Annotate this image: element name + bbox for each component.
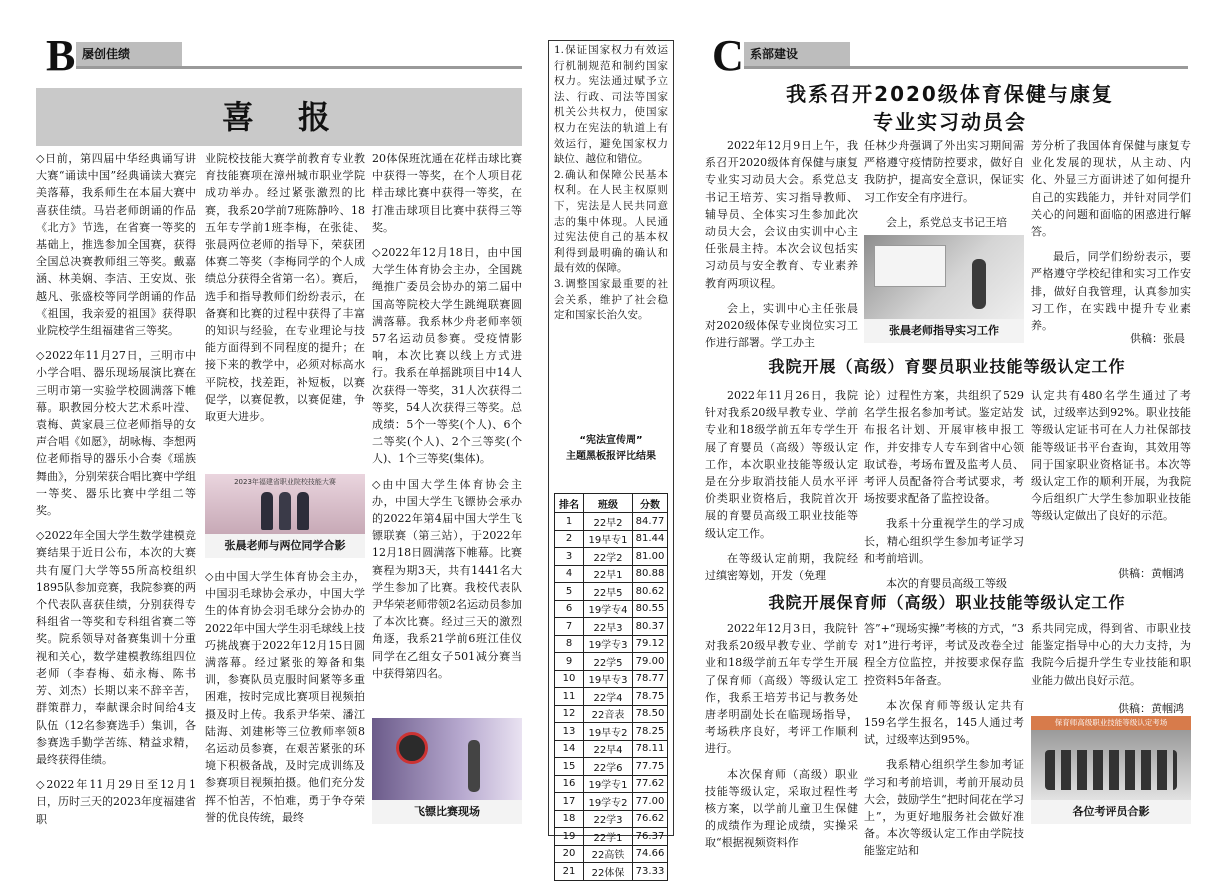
rank-cell: 2 — [555, 530, 584, 548]
constitution-box — [548, 40, 674, 879]
score-cell: 78.50 — [633, 705, 668, 723]
score-cell: 80.55 — [633, 600, 668, 618]
article-paragraph: 本次保育师（高级）职业技能等级认定，采取过程性考核方案，以学前儿童卫生保健的成绩作为理论成绩，实操采取“根据视频资料作 — [705, 767, 858, 850]
section-b-column-1 — [36, 150, 196, 836]
article-3-headline: 我院开展保育师（高级）职业技能等级认定工作 — [768, 593, 1126, 612]
rank-cell: 6 — [555, 600, 584, 618]
exam-room-banner: 保育师高级职业技能等级认定考场 — [1054, 718, 1168, 727]
rank-cell: 21 — [555, 863, 584, 881]
table-row — [555, 565, 668, 583]
rank-cell: 7 — [555, 618, 584, 636]
table-row — [555, 653, 668, 671]
article-paragraph: 会上，实训中心主任张晨对2020级体保专业岗位实习工作进行部署。学工办主 — [705, 301, 858, 350]
score-cell: 78.11 — [633, 740, 668, 758]
table-row — [555, 810, 668, 828]
article-2-column-2 — [864, 387, 1024, 600]
table-row — [555, 845, 668, 863]
person-figure — [261, 492, 273, 530]
score-cell: 77.00 — [633, 793, 668, 811]
photo-caption: 飞镖比赛现场 — [372, 800, 522, 824]
score-cell: 81.44 — [633, 530, 668, 548]
article-3-column-3 — [1031, 620, 1191, 697]
constitution-point: 2.确认和保障公民基本权利。在人民主权原则下，宪法是人民共同意志的集中体现。人民通过宪法使自己的基本权利得到最明确的确认和最有效的保障。 — [554, 168, 668, 275]
rank-cell: 9 — [555, 653, 584, 671]
class-cell: 22音表 — [584, 705, 633, 723]
news-item: ◇2022年11月29日至12月1日，历时三天的2023年度福建省职 — [36, 778, 196, 826]
section-c-letter: C — [712, 31, 744, 80]
darts-image — [372, 718, 522, 800]
score-cell: 79.12 — [633, 635, 668, 653]
news-item: ◇2022年11月27日，三明市中小学合唱、器乐现场展演比赛在三明市第一实验学校圆满落下帷幕。职教园分校大艺术系叶滢、袁梅、黄家晨三位老师指导的女声合唱《如愿》，胡咏梅、李想两位老师指导的器乐小合奏《瑶族舞曲》，分别荣获合唱比赛中学组一等奖、器乐比赛中学组二等奖。 — [36, 349, 196, 518]
score-cell: 77.62 — [633, 775, 668, 793]
score-cell: 81.00 — [633, 548, 668, 566]
person-figure — [279, 492, 291, 530]
article-3-column-2 — [864, 620, 1024, 868]
rank-cell: 11 — [555, 688, 584, 706]
class-cell: 19学专1 — [584, 775, 633, 793]
news-item: ◇由中国大学生体育协会主办，中国大学生飞镖协会承办的2022年第4届中国大学生飞镖联赛（第三站），于2022年12月18日圆满落下帷幕。比赛赛程为期3天，共有1441名大学生参加了比赛。我校代表队尹华荣老师带领2名运动员参加了本次比赛。经过三天的激烈角逐，我系21学前6班江佳仪同学在乙组女子501减分赛当中获得第四名。 — [372, 477, 522, 680]
section-b-column-3 — [372, 150, 522, 690]
class-cell: 22体保 — [584, 863, 633, 881]
table-row — [555, 740, 668, 758]
rank-cell: 3 — [555, 548, 584, 566]
darts-photo — [372, 718, 522, 824]
news-item: ◇2022年全国大学生数学建模竞赛结果于近日公布，本次的大赛共有厦门大学等55所高校组织1895队参加竞赛，我院参赛的两个代表队喜获佳绩，分别获得专科组省一等奖和专科组省赛二等奖。院系领导对备赛集训十分重视和关心，数学建模教练组四位老师（李春梅、茹永梅、陈书芳、刘杰）长期以来不辞辛苦，群策群力，奉献课余时间给4支队伍（12名参赛选手）集训，各参赛选手勤学苦练、精益求精，最终获得佳绩。 — [36, 529, 196, 766]
rank-cell: 13 — [555, 723, 584, 741]
dartboard-shape — [396, 732, 428, 764]
section-b-tag: 屡创佳绩 — [76, 42, 182, 66]
rank-cell: 15 — [555, 758, 584, 776]
table-row — [555, 670, 668, 688]
table-title-line-2: 主题黑板报评比结果 — [566, 451, 656, 462]
news-item: 业院校技能大赛学前教育专业教育技能赛项在漳州城市职业学院成功举办。经过紧张激烈的比赛，我系20学前7班陈静吟、18五年专学前1班李梅，在张徒、张晨两位老师的指导下，荣获团体赛二等奖（李梅同学的个人成绩总分获得全省第一名）。赛后，选手和指导教师们纷纷表示，在备赛和比赛的过程中获得了丰富的知识与经验，在专业理论与技能方面得到不同程度的提升；在接下来的教学中，必须对标高水平院校，找差距，补短板，以赛促学，以赛促教，以赛促建，争取更大进步。 — [205, 152, 365, 424]
skills-contest-photo — [205, 474, 365, 558]
article-paragraph: 我系十分重视学生的学习成长，精心组织学生参加考证学习和考前培训。 — [864, 517, 1024, 565]
skills-contest-image — [205, 474, 365, 534]
class-cell: 22早4 — [584, 740, 633, 758]
teacher-figure — [972, 259, 986, 309]
section-b-column-2b — [205, 568, 365, 834]
news-item: 20体保班沈通在花样击球比赛中获得一等奖，在个人项目花样击球比赛中获得一等奖，在打准击球项目比赛中获得三等奖。 — [372, 152, 522, 234]
good-news-title: 喜 报 — [221, 98, 336, 136]
article-paragraph: 2022年11月26日，我院针对我系20级早教专业、学前专业和18级学前五年专学生开展了育婴员（高级）等级认定工作，本次职业技能等级认定是在分步取消技能人员水平评价类职业资格后，我院首次开展的育婴员高级工职业技能等级认定工作。 — [705, 389, 858, 540]
table-row — [555, 513, 668, 531]
table-title-line-1: “宪法宣传周” — [579, 435, 643, 446]
article-2-column-1 — [705, 387, 858, 592]
article-paragraph: 本次保育师等级认定共有159名学生报名，145人通过考试，过级率达到95%。 — [864, 698, 1024, 747]
score-cell: 80.62 — [633, 583, 668, 601]
table-row — [555, 705, 668, 723]
article-paragraph: 在等级认定前期，我院经过缜密筹划，开发（免理 — [705, 551, 858, 583]
score-cell: 76.37 — [633, 828, 668, 846]
article-1-headline-line-1: 我系召开2020级体育保健与康复 — [786, 82, 1114, 106]
class-cell: 22早1 — [584, 565, 633, 583]
class-cell: 22早5 — [584, 583, 633, 601]
header-class: 班级 — [584, 494, 633, 513]
class-cell: 19早专1 — [584, 530, 633, 548]
rank-cell: 17 — [555, 793, 584, 811]
table-row — [555, 548, 668, 566]
article-paragraph: 本次的育婴员高级工等级 — [886, 577, 1007, 591]
rank-cell: 5 — [555, 583, 584, 601]
article-1-column-1 — [705, 137, 858, 359]
article-1-headline — [712, 80, 1188, 136]
rank-cell: 8 — [555, 635, 584, 653]
player-figure — [468, 740, 480, 792]
table-row — [555, 828, 668, 846]
class-cell: 19学专4 — [584, 600, 633, 618]
article-3-column-1 — [705, 620, 858, 860]
table-row — [555, 583, 668, 601]
good-news-banner — [36, 88, 522, 146]
article-paragraph: 会上，系党总支书记王培 — [886, 215, 1007, 229]
class-cell: 22学2 — [584, 548, 633, 566]
news-item: ◇2022年12月18日，由中国大学生体育协会主办，全国跳绳推广委员会协办的第二届中国高等院校大学生跳绳联赛圆满落幕。我系林少舟老师率领57名运动员参赛。受疫情影响，本次比赛以线上方式进行。我系在单摇跳项目中14人次获得一等奖，31人次获得二等奖，54人次获得三等奖。总成绩：5个一等奖(个人)、6个二等奖(个人)、2个三等奖(个人)、1个三等奖(集体)。 — [372, 246, 522, 466]
article-paragraph: 答”+“现场实操”考核的方式，“3对1”进行考评，考试及改卷全过程全方位监控，并按要求保存监控资料5年备查。 — [864, 622, 1024, 687]
score-cell: 80.37 — [633, 618, 668, 636]
class-cell: 22学3 — [584, 810, 633, 828]
section-b-header — [46, 31, 522, 80]
presentation-screen — [874, 245, 946, 287]
constitution-point: 3.调整国家最重要的社会关系，维护了社会稳定和国家长治久安。 — [554, 277, 668, 322]
article-paragraph: 最后，同学们纷纷表示，要严格遵守学校纪律和实习工作安排，做好自我管理，认真参加实习工作，在实践中提升专业素养。 — [1031, 250, 1191, 333]
table-row — [555, 758, 668, 776]
score-cell: 79.00 — [633, 653, 668, 671]
article-paragraph: 论）过程性方案，共组织了529名学生报名参加考试。鉴定站发布报名计划、开展审核申报工作，并安排专人专车到省中心领取试卷，考场布置及监考人员、考评人员配备符合考试要求，考场按要求配备了监控设备。 — [864, 389, 1024, 506]
article-paragraph: 芳分析了我国体育保健与康复专业化发展的现状，从主动、内化、外显三方面讲述了如何提升自己的实践能力，并针对同学们关心的问题和面临的困惑进行解答。 — [1031, 139, 1191, 239]
ranking-table-body — [555, 513, 668, 881]
class-cell: 22早3 — [584, 618, 633, 636]
section-c-tag: 系部建设 — [744, 42, 850, 66]
class-cell: 19学专3 — [584, 635, 633, 653]
section-c-header — [712, 31, 1188, 80]
table-row — [555, 793, 668, 811]
article-paragraph: 认定共有480名学生通过了考试，过级率达到92%。职业技能等级认定证书可在人力社保部技能等级证书平台查询，其效用等同于国家职业资格证书。本次等级认定工作的顺利开展，为我院今后组织广大学生参加职业技能等级认定做出了良好的示范。 — [1031, 389, 1191, 523]
table-row — [555, 863, 668, 881]
score-cell: 77.75 — [633, 758, 668, 776]
person-figure — [297, 492, 309, 530]
table-row — [555, 723, 668, 741]
article-paragraph: 我系精心组织学生参加考证学习和考前培训，考前开展动员大会，鼓励学生“把时间花在学习上”，为更好地服务社会做好准备。本次等级认定工作由学院技能鉴定站和 — [864, 758, 1024, 858]
rank-cell: 20 — [555, 845, 584, 863]
rank-cell: 12 — [555, 705, 584, 723]
news-item: ◇日前，第四届中华经典诵写讲大赛“诵读中国”经典诵读大赛完美落幕，我系师生在本届大赛中喜获佳绩。马岩老师朗诵的作品《北方》节选，在省赛一等奖的基础上，推选参加全国赛，获得全国总决赛教师组三等奖。戴嘉涵、林美娴、李洁、王安岚、张越凡、张盛校等同学朗诵的作品《祖国，我亲爱的祖国》获得职业院校学生组福建省三等奖。 — [36, 152, 196, 338]
section-b-letter: B — [46, 31, 76, 80]
article-2-credit: 供稿：黄帼鸿 — [1118, 567, 1184, 580]
class-cell: 22高铁 — [584, 845, 633, 863]
article-paragraph: 2022年12月3日，我院针对我系20级早教专业、学前专业和18级学前五年专学生开展了保育师（高级）等级认定工作，我系王培芳书记与教务处唐孝明副处长在临现场指导，考场秩序良好，考评工作顺利进行。 — [705, 622, 858, 756]
internship-image — [864, 235, 1024, 319]
constitution-text — [554, 43, 668, 332]
score-cell: 78.25 — [633, 723, 668, 741]
article-2-headline: 我院开展（高级）育婴员职业技能等级认定工作 — [768, 357, 1126, 376]
article-paragraph: 任林少舟强调了外出实习期间需严格遵守疫情防控要求，做好自我防护，提高安全意识，保证实习工作安全有序进行。 — [864, 139, 1024, 204]
header-rank: 排名 — [555, 494, 584, 513]
score-cell: 78.75 — [633, 688, 668, 706]
group-figures — [1045, 750, 1177, 790]
header-score: 分数 — [633, 494, 668, 513]
photo-caption: 张晨老师指导实习工作 — [864, 319, 1024, 343]
class-cell: 22学5 — [584, 653, 633, 671]
article-2-column-3 — [1031, 387, 1191, 533]
class-cell: 22学1 — [584, 828, 633, 846]
score-cell: 76.62 — [633, 810, 668, 828]
section-b-column-2 — [205, 150, 365, 470]
rank-cell: 1 — [555, 513, 584, 531]
section-c-rule — [744, 66, 1188, 69]
rank-cell: 16 — [555, 775, 584, 793]
class-cell: 22早2 — [584, 513, 633, 531]
rank-cell: 14 — [555, 740, 584, 758]
score-cell: 78.77 — [633, 670, 668, 688]
article-1-headline-line-2: 专业实习动员会 — [873, 110, 1027, 134]
class-cell: 22学4 — [584, 688, 633, 706]
ranking-table — [554, 493, 668, 881]
photo-caption: 张晨老师与两位同学合影 — [205, 534, 365, 558]
table-row — [555, 688, 668, 706]
score-cell: 74.66 — [633, 845, 668, 863]
score-cell: 73.33 — [633, 863, 668, 881]
rank-cell: 4 — [555, 565, 584, 583]
score-cell: 80.88 — [633, 565, 668, 583]
examiners-photo — [1031, 716, 1191, 824]
class-cell: 19早专3 — [584, 670, 633, 688]
table-row — [555, 600, 668, 618]
article-1-column-2 — [864, 137, 1024, 239]
examiners-image — [1031, 716, 1191, 800]
news-item: ◇由中国大学生体育协会主办，中国羽毛球协会承办，中国大学生的体育协会羽毛球分会协办的2022年中国大学生羽毛球线上技巧挑战赛于2022年12月15日圆满落幕。经过紧张的筹备和集训，参赛队员克服时间紧等多重困难，按时完成比赛项目视频拍摄及时上传。我系尹华荣、潘江陆海、刘建彬等三位教师率领8名运动员参赛，在艰苦紧张的环境下积极备战，及时完成训练及参赛项目视频拍摄。他们充分发挥不怕苦，不怕难，勇于争夺荣誉的优良传统，最终 — [205, 570, 365, 824]
section-b-rule — [76, 66, 522, 69]
class-cell: 19早专2 — [584, 723, 633, 741]
class-cell: 22学6 — [584, 758, 633, 776]
article-paragraph: 系共同完成，得到省、市职业技能鉴定指导中心的大力支持，为我院今后提升学生专业技能和职业能力做出良好示范。 — [1031, 622, 1191, 687]
article-1-credit: 供稿：张晨 — [1130, 332, 1185, 345]
contest-backdrop-banner: 2023年福建省职业院校技能大赛 — [234, 478, 336, 486]
internship-photo — [864, 235, 1024, 343]
table-title — [549, 433, 673, 465]
photo-caption: 各位考评员合影 — [1031, 800, 1191, 824]
rank-cell: 10 — [555, 670, 584, 688]
table-row — [555, 635, 668, 653]
table-row — [555, 530, 668, 548]
table-row — [555, 618, 668, 636]
table-row — [555, 775, 668, 793]
table-header-row — [555, 494, 668, 513]
rank-cell: 18 — [555, 810, 584, 828]
constitution-point: 1.保证国家权力有效运行机制规范和制约国家权力。宪法通过赋予立法、行政、司法等国家机关公共权力，使国家权力在宪法的轨道上有效运行，避免国家权力缺位、越位和错位。 — [554, 44, 668, 166]
rank-cell: 19 — [555, 828, 584, 846]
article-paragraph: 2022年12月9日上午，我系召开2020级体育保健与康复专业实习动员大会。系党总支书记王培芳、实习指导教师、辅导员、全体实习生参加此次动员大会，会议由实训中心主任张晨主持。本次会议包括实习动员与安全教育、专业素养教育两项议程。 — [705, 139, 858, 290]
class-cell: 19学专2 — [584, 793, 633, 811]
score-cell: 84.77 — [633, 513, 668, 531]
article-3-credit: 供稿：黄帼鸿 — [1118, 702, 1184, 715]
article-1-column-3 — [1031, 137, 1191, 342]
